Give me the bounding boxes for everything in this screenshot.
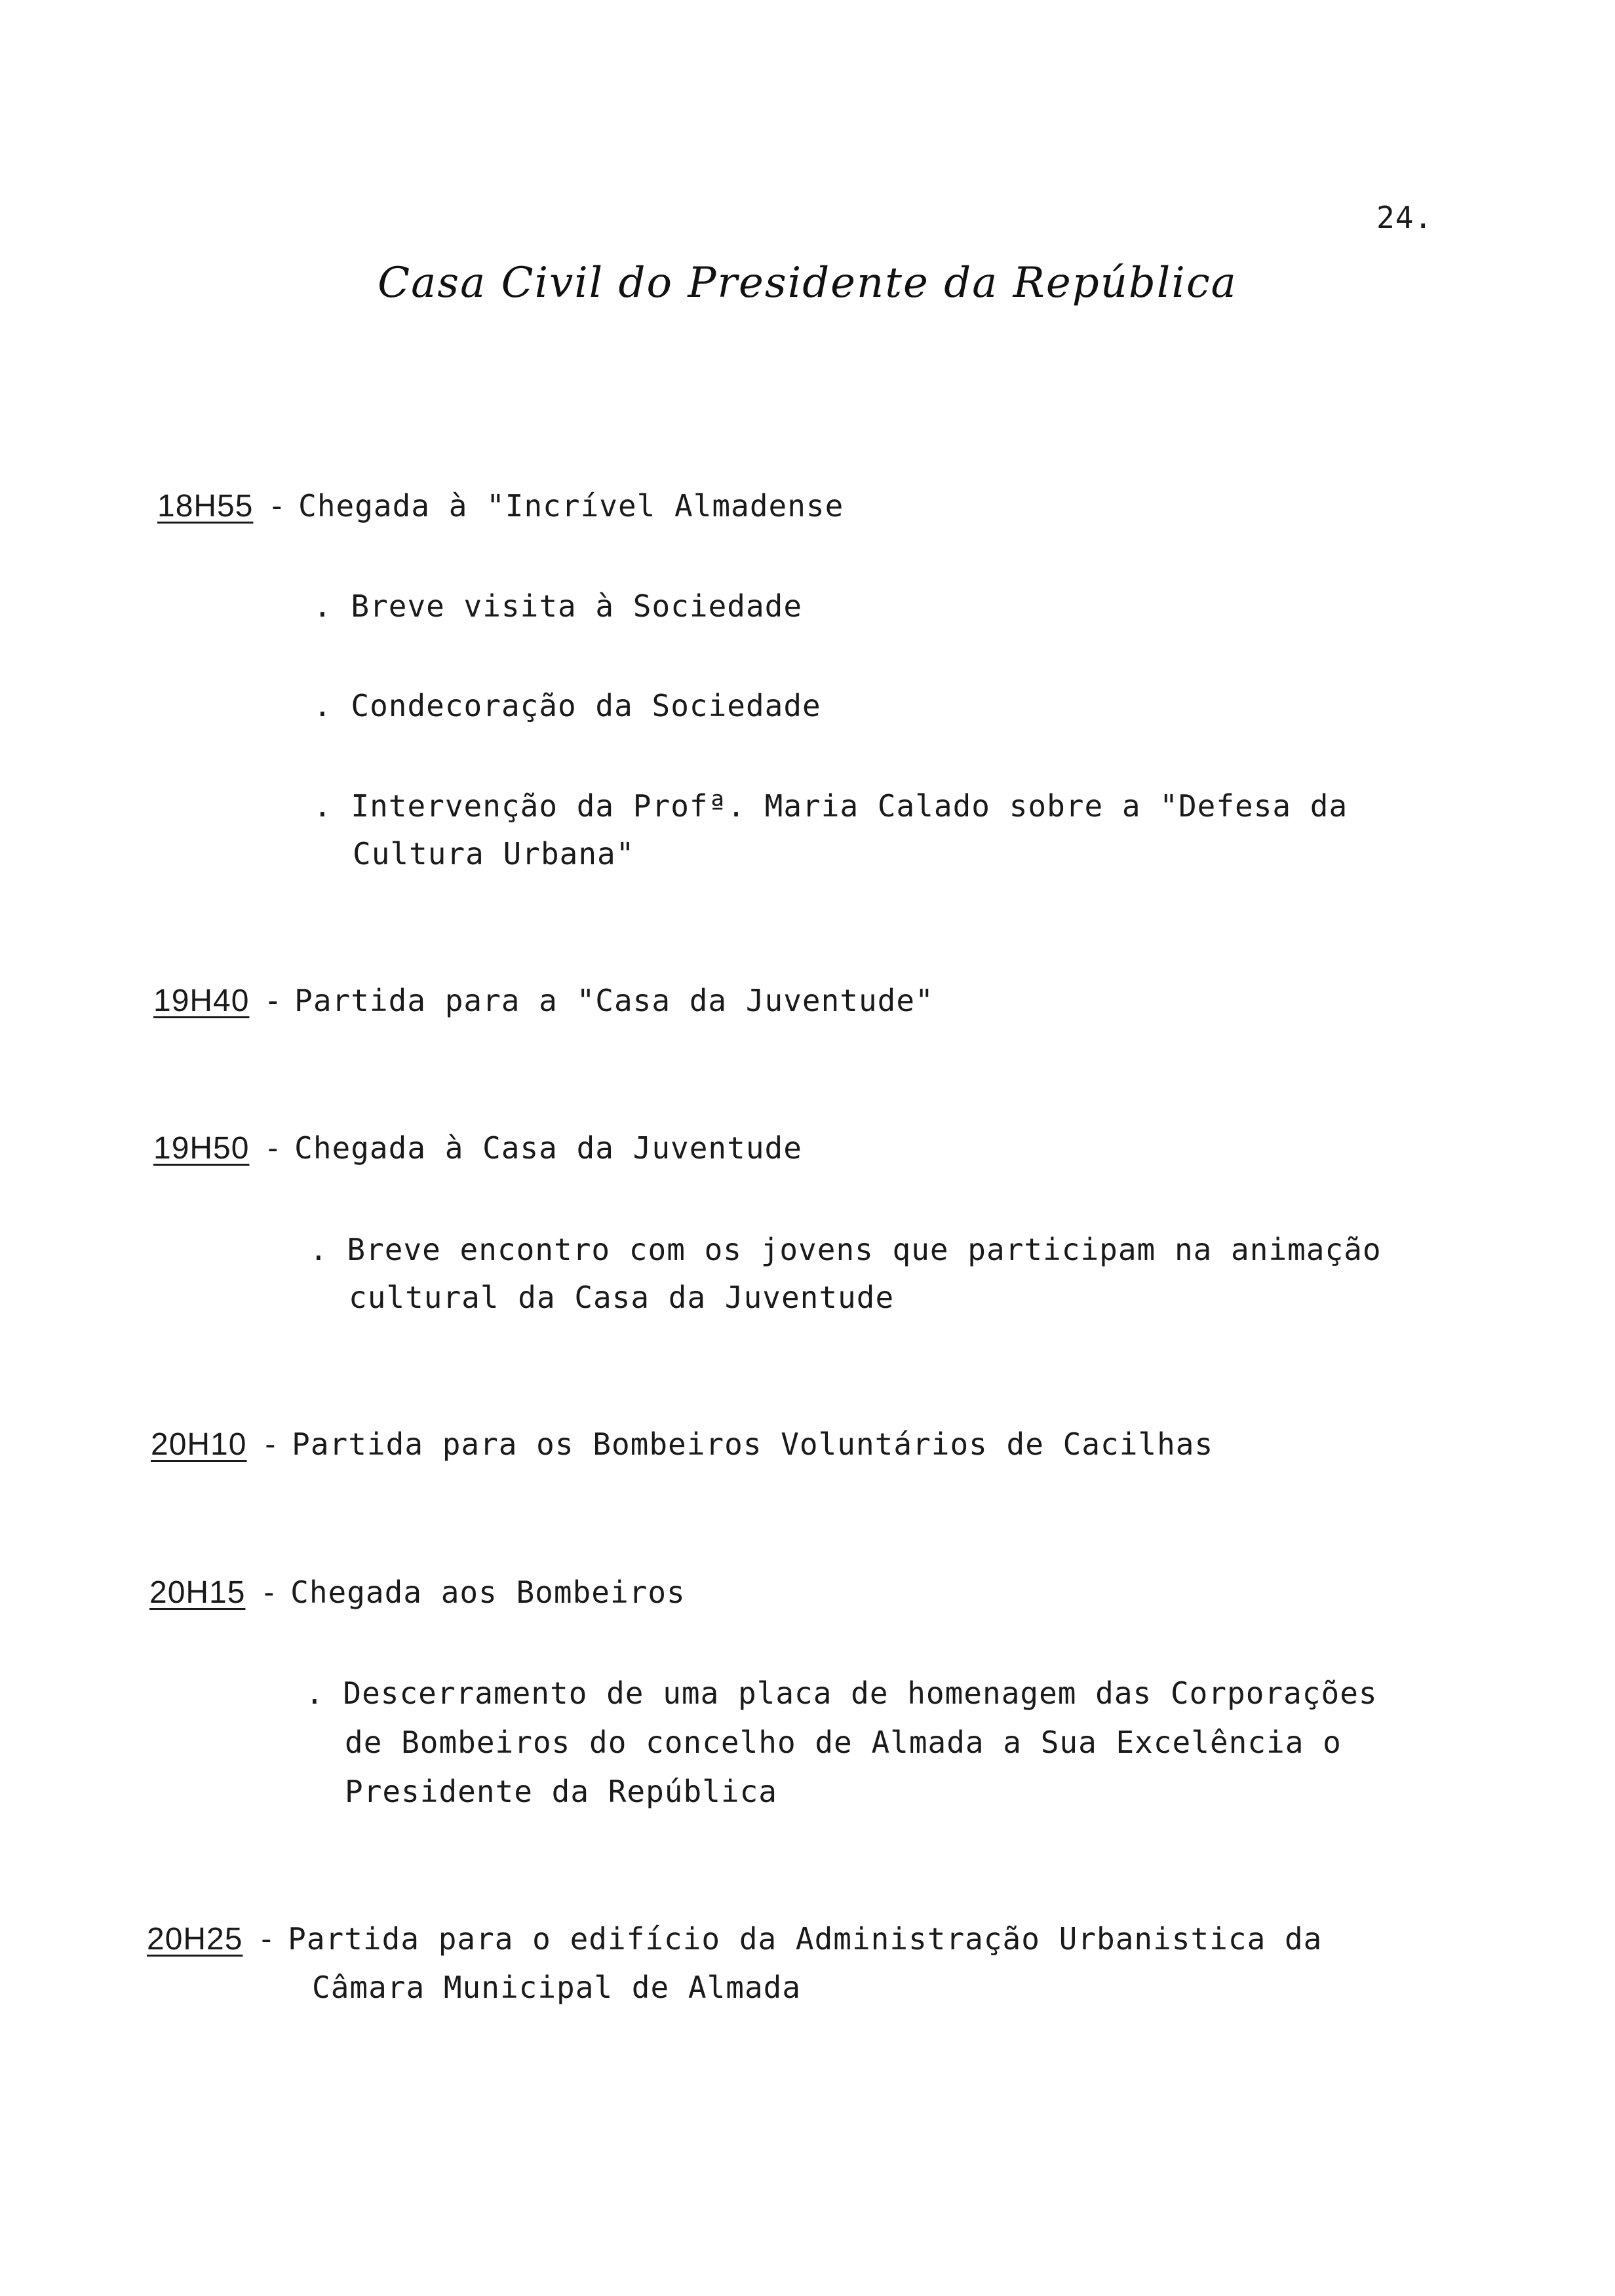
bullet-item-continuation: de Bombeiros do concelho de Almada a Sua Excelência o: [345, 1725, 1342, 1760]
entry-title-continuation: Câmara Municipal de Almada: [312, 1970, 802, 2005]
page-number: 24.: [1376, 200, 1433, 235]
schedule-entry-1950: 19H50 - Chegada à Casa da Juventude: [153, 1130, 802, 1166]
letterhead-title: Casa Civil do Presidente da República: [378, 259, 1237, 307]
entry-time: 18H55: [157, 489, 254, 524]
bullet-item: . Intervenção da Profª. Maria Calado sobre a "Defesa da: [313, 788, 1348, 824]
schedule-entry-2010: 20H10 - Partida para os Bombeiros Voluntários de Cacilhas: [151, 1426, 1214, 1462]
schedule-entry-1855: 18H55 - Chegada à "Incrível Almadense: [157, 488, 844, 524]
bullet-item: . Breve visita à Sociedade: [313, 588, 803, 624]
bullet-item: . Condecoração da Sociedade: [313, 688, 821, 723]
bullet-item: . Descerramento de uma placa de homenagem das Corporações: [305, 1675, 1378, 1711]
bullet-item-continuation: Cultura Urbana": [353, 836, 635, 871]
bullet-item-continuation: cultural da Casa da Juventude: [349, 1280, 895, 1315]
entry-time: 20H10: [151, 1427, 247, 1462]
entry-title: Chegada à "Incrível Almadense: [298, 488, 844, 524]
entry-time: 20H15: [149, 1575, 246, 1610]
entry-title: Chegada aos Bombeiros: [290, 1575, 686, 1610]
schedule-entry-2025: 20H25 - Partida para o edifício da Administração Urbanistica da: [147, 1921, 1323, 1957]
schedule-entry-1940: 19H40 - Partida para a "Casa da Juventude": [153, 983, 934, 1018]
entry-time: 19H40: [153, 984, 250, 1018]
entry-title: Partida para a "Casa da Juventude": [294, 983, 934, 1018]
schedule-entry-2015: 20H15 - Chegada aos Bombeiros: [149, 1575, 686, 1610]
entry-title: Partida para o edifício da Administração Urbanistica da: [288, 1921, 1323, 1957]
entry-title: Partida para os Bombeiros Voluntários de Cacilhas: [292, 1426, 1214, 1462]
bullet-item-continuation: Presidente da República: [345, 1774, 777, 1809]
entry-time: 19H50: [153, 1131, 250, 1166]
entry-title: Chegada à Casa da Juventude: [294, 1130, 802, 1166]
entry-time: 20H25: [147, 1922, 243, 1957]
bullet-item: . Breve encontro com os jovens que participam na animação: [309, 1232, 1382, 1267]
